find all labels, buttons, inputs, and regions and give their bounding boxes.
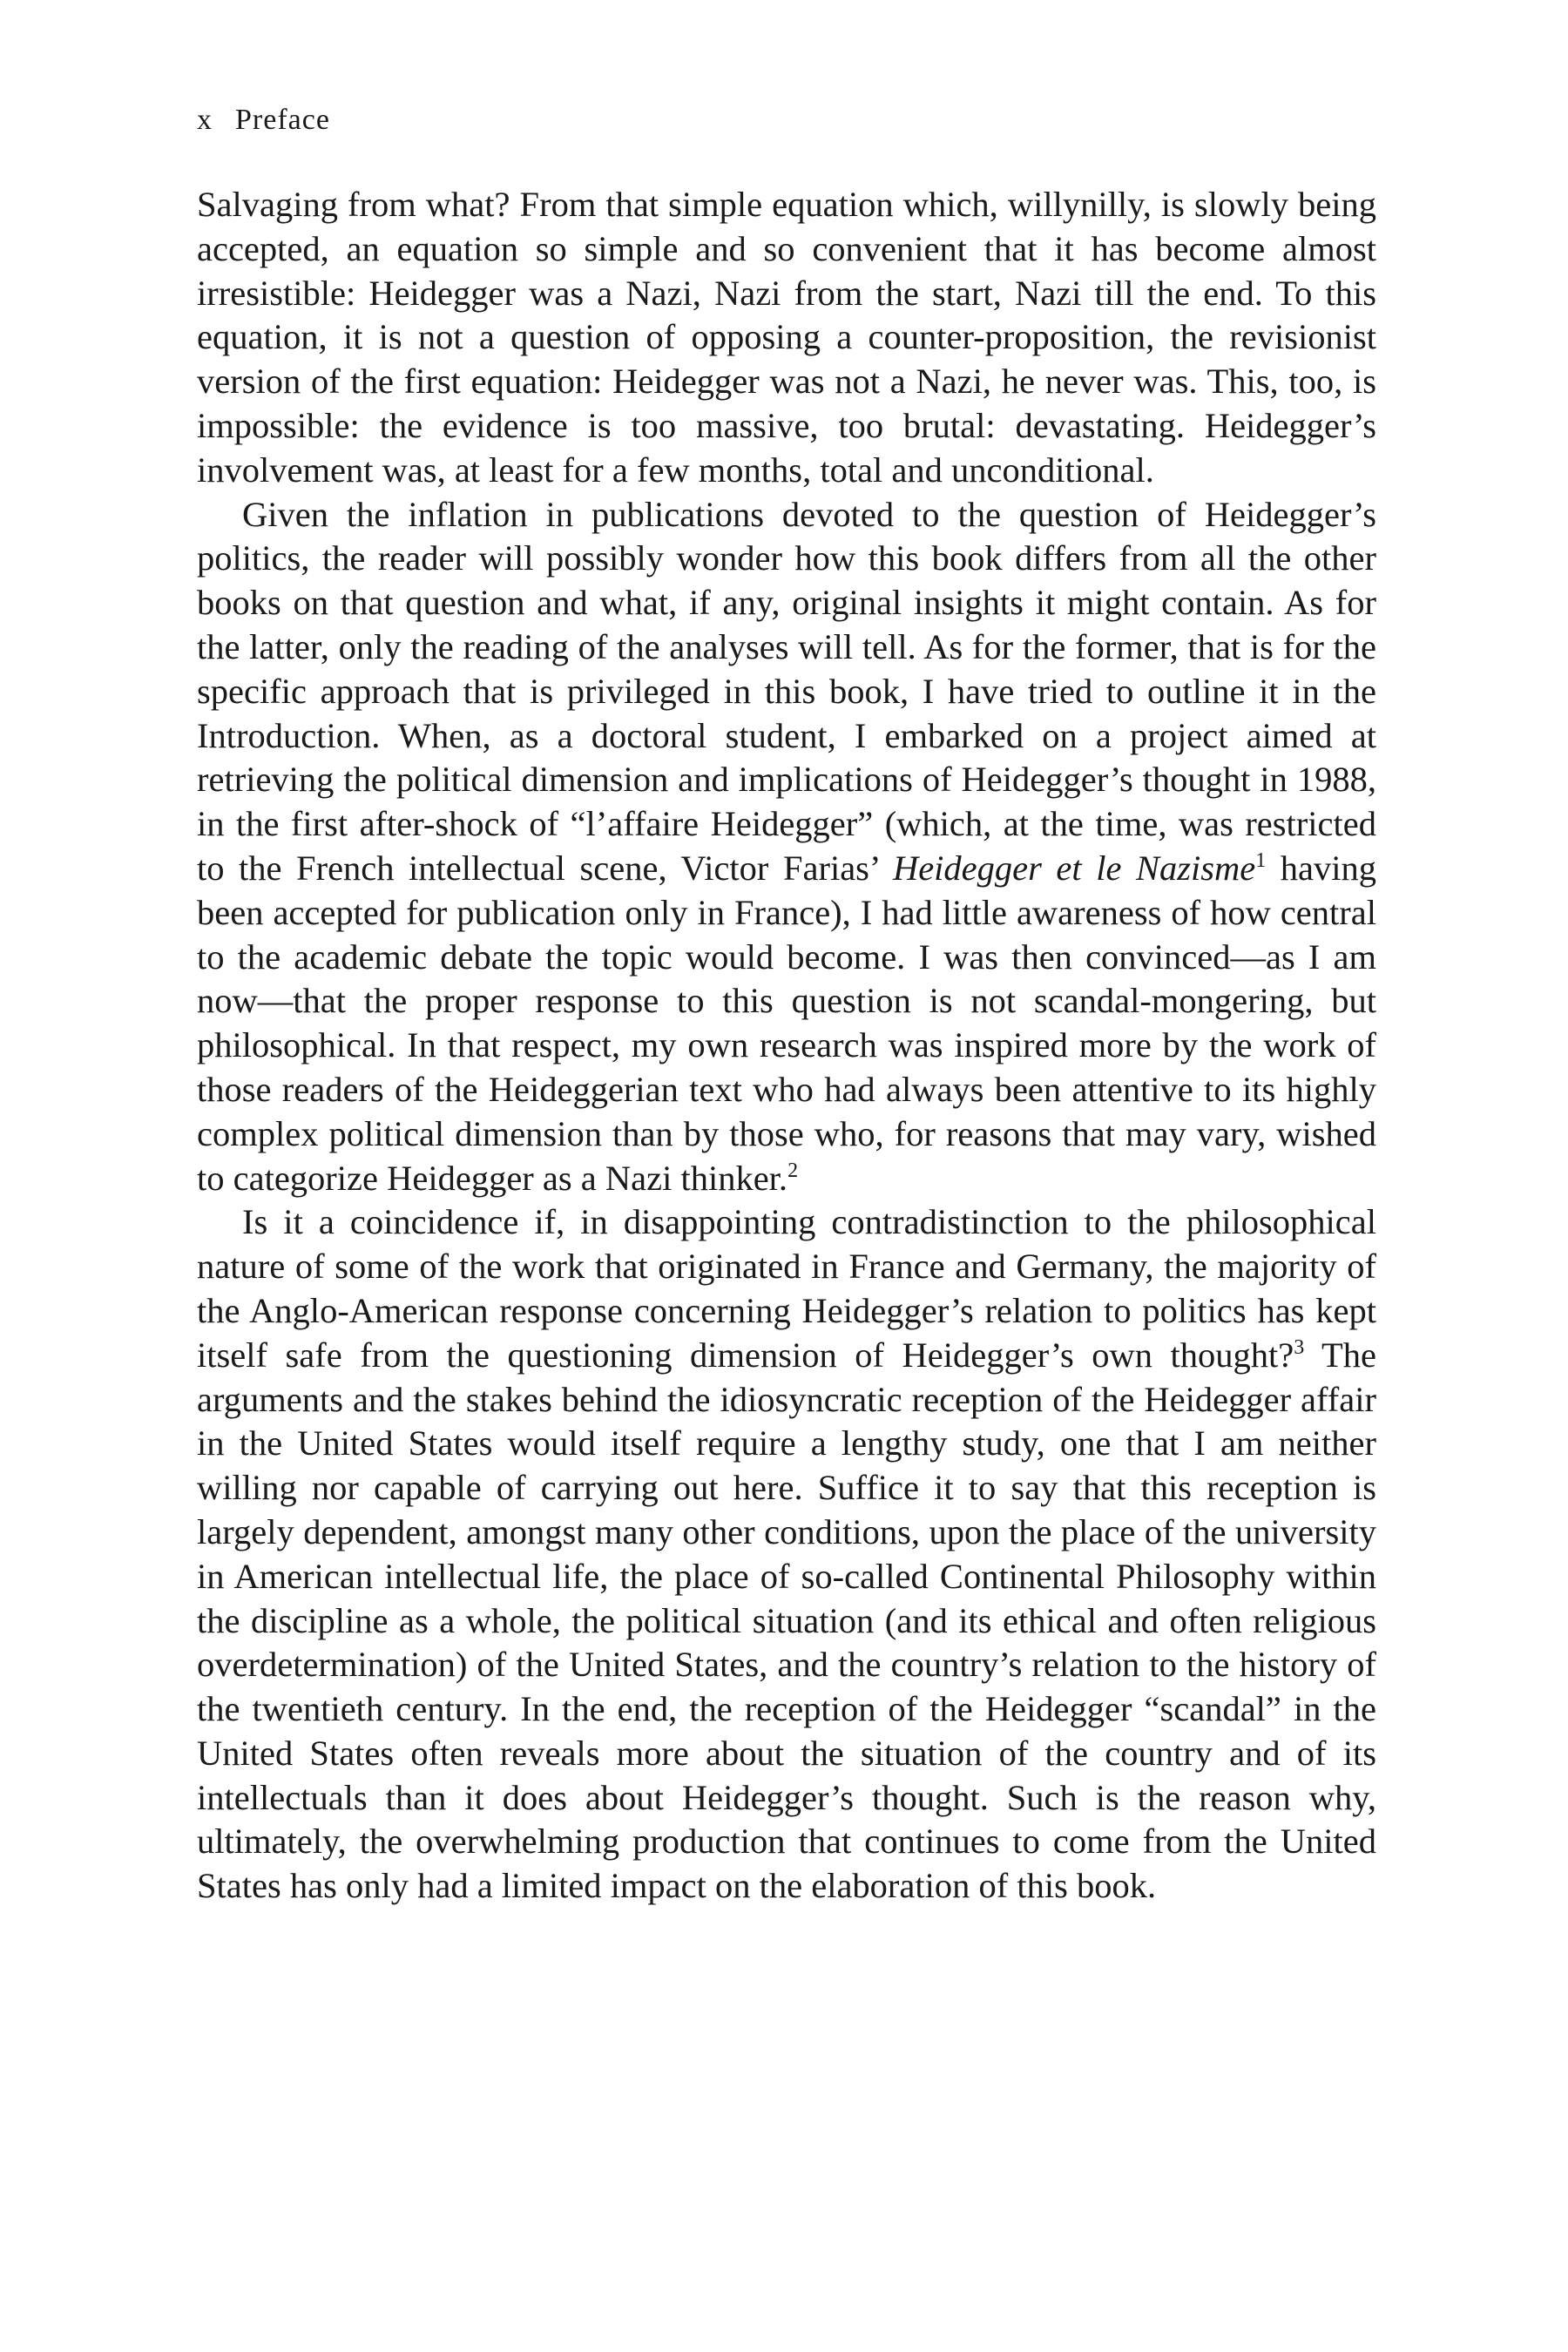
footnote-ref-3[interactable]: 3 [1294, 1335, 1305, 1359]
paragraph-3-text-b: The arguments and the stakes behind the idiosyncratic reception of the Heidegger affair in the United States would itself require a lengthy study, one that I am neither willing nor capable of carrying out here. Suffice it to say that this reception is largely dependent, amongst many other conditions, upon the place of the university in American intellectual life, the place of so-called Continental Philosophy within the discipline as a whole, the political situation (and its ethical and often religious overdetermination) of the United States, and the country’s relation to the history of the twentieth century. In the end, the reception of the Heidegger “scandal” in the United States often reveals more about the situation of the country and of its intellectuals than it does about Heidegger’s thought. Such is the reason why, ultimately, the overwhelming production that continues to come from the United States has only had a limited impact on the elaboration of this book. [197, 1335, 1377, 1906]
paragraph-2-text-b: having been accepted for publication only in France), I had little awareness of how central to the academic debate the topic would become. I was then convinced—as I am now—that the proper response to this question is not scandal-mongering, but philosophical. In that respect, my own research was inspired more by the work of those readers of the Heideggerian text who had always been attentive to its highly complex political dimension than by those who, for reasons that may vary, wished to categorize Heidegger as a Nazi thinker. [197, 848, 1377, 1198]
paragraph-continued [197, 183, 1376, 493]
page-number: x [197, 104, 213, 136]
paragraph-1-text: Salvaging from what? From that simple equation which, willynilly, is slowly being accepted, an equation so simple and so convenient that it has become almost irresistible: Heidegger was a Nazi, Nazi from the start, Nazi till the end. To this equation, it is not a question of opposing a counter-proposition, the revisionist version of the first equation: Heidegger was not a Nazi, he never was. This, too, is impossible: the evidence is too massive, too brutal: devastating. Heidegger’s involvement was, at least for a few months, total and unconditional. [197, 185, 1376, 490]
paragraph-3 [197, 1200, 1376, 1909]
body-text [197, 183, 1376, 1909]
footnote-ref-2[interactable]: 2 [787, 1159, 799, 1182]
running-title: Preface [235, 104, 330, 136]
paragraph-2-text-a: Given the inflation in publications devoted to the question of Heidegger’s politics, the reader will possibly wonder how this book differs from all the other books on that question and what, if any, original insights it might contain. As for the latter, only the reading of the analyses will tell. As for the former, that is for the specific approach that is privileged in this book, I have tried to outline it in the Introduction. When, as a doctoral student, I embarked on a project aimed at retrieving the political dimension and implications of Heidegger’s thought in 1988, in the first after-shock of “l’affaire Heidegger” (which, at the time, was restricted to the French intellectual scene, Victor Farias’ [197, 494, 1376, 888]
book-title-italic: Heidegger et le Nazisme [892, 848, 1256, 888]
running-head [197, 101, 330, 139]
paragraph-2 [197, 493, 1376, 1201]
paragraph-3-text-a: Is it a coincidence if, in disappointing contradistinction to the philosophical nature of some of the work that originated in France and Germany, the majority of the Anglo-American response concerning Heidegger’s relation to politics has kept itself safe from the questioning dimension of Heidegger’s own thought? [197, 1202, 1376, 1375]
footnote-ref-1[interactable]: 1 [1255, 848, 1267, 872]
